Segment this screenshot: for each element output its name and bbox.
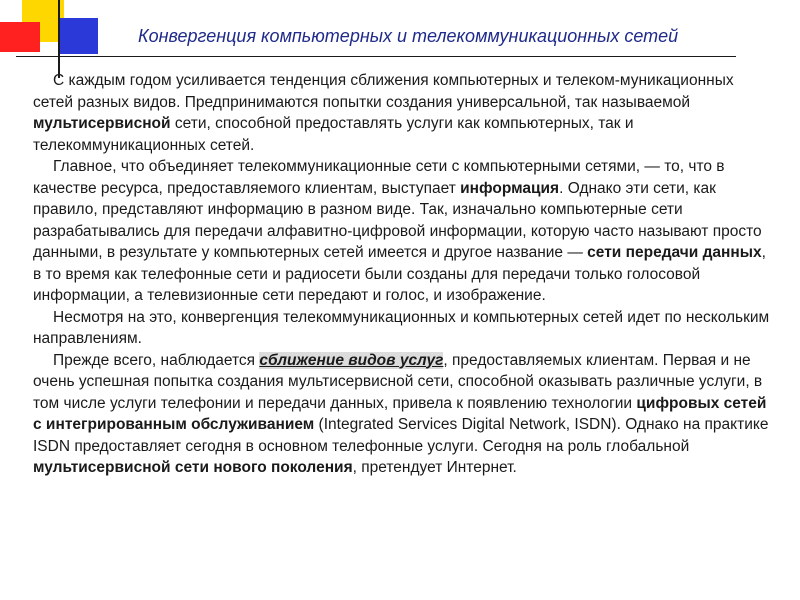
text-run: С каждым годом усиливается тенденция сближения компьютерных и телеком-муникационных сетей разных видов. Предпринимаются попытки создания универсальной, так называемой <box>33 72 734 111</box>
paragraph-3 <box>33 307 777 350</box>
text-run: , в то время как телефонные сети и радиосети были созданы для передачи только голосовой информации, а телевизионные сети передают и голос, и изображение. <box>33 244 766 304</box>
text-run: сети, способной предоставлять услуги как компьютерных, так и телекоммуникационных сетей. <box>33 115 634 154</box>
page-title: Конвергенция компьютерных и телекоммуникационных сетей <box>138 26 679 46</box>
bold-term: мультисервисной <box>33 115 171 132</box>
text-run: Главное, что объединяет телекоммуникационные сети с компьютерными сетями, — то, что в качестве ресурса, предоставляемого клиентам, выступает <box>33 158 725 197</box>
bold-term: мультисервисной сети нового поколения <box>33 459 353 476</box>
bold-term: информация <box>460 179 560 197</box>
highlighted-term: сближение видов услуг <box>259 351 444 369</box>
text-run: , предоставляемых клиентам. Первая и не очень успешная попытка создания мультисервисной сети, способной оказывать различные услуги, в том числе услуги телефонии и передачи данных, привела к появлению технологии <box>33 351 763 412</box>
decor-vertical-line <box>58 0 60 78</box>
bold-term: сети передачи данных <box>587 244 762 261</box>
paragraph-1 <box>33 70 777 156</box>
text-run: Прежде всего, наблюдается <box>53 351 260 369</box>
text-run: . Однако эти сети, как правило, представляют информацию в разном виде. Так, изначально компьютерные сети разрабатывались для передачи алфавитно-цифровой информации, которую часто называют просто данными, в результате у компьютерных сетей имеется и другое название — <box>33 179 762 261</box>
paragraph-2 <box>33 156 777 307</box>
decor-blue-square <box>58 18 98 54</box>
bold-term: цифровых сетей с интегрированным обслуживанием <box>33 394 767 433</box>
text-run: (Integrated Services Digital Network, ISDN). Однако на практике ISDN предоставляет сегодня в основном телефонные услуги. Сегодня на роль глобальной <box>33 416 769 455</box>
text-run: Несмотря на это, конвергенция телекоммуникационных и компьютерных сетей идет по нескольким направлениям. <box>33 308 770 347</box>
decor-red-square <box>0 22 40 52</box>
text-run: , претендует Интернет. <box>352 459 517 476</box>
paragraph-4 <box>33 350 777 479</box>
title-divider <box>16 56 736 57</box>
slide-body <box>33 70 777 479</box>
